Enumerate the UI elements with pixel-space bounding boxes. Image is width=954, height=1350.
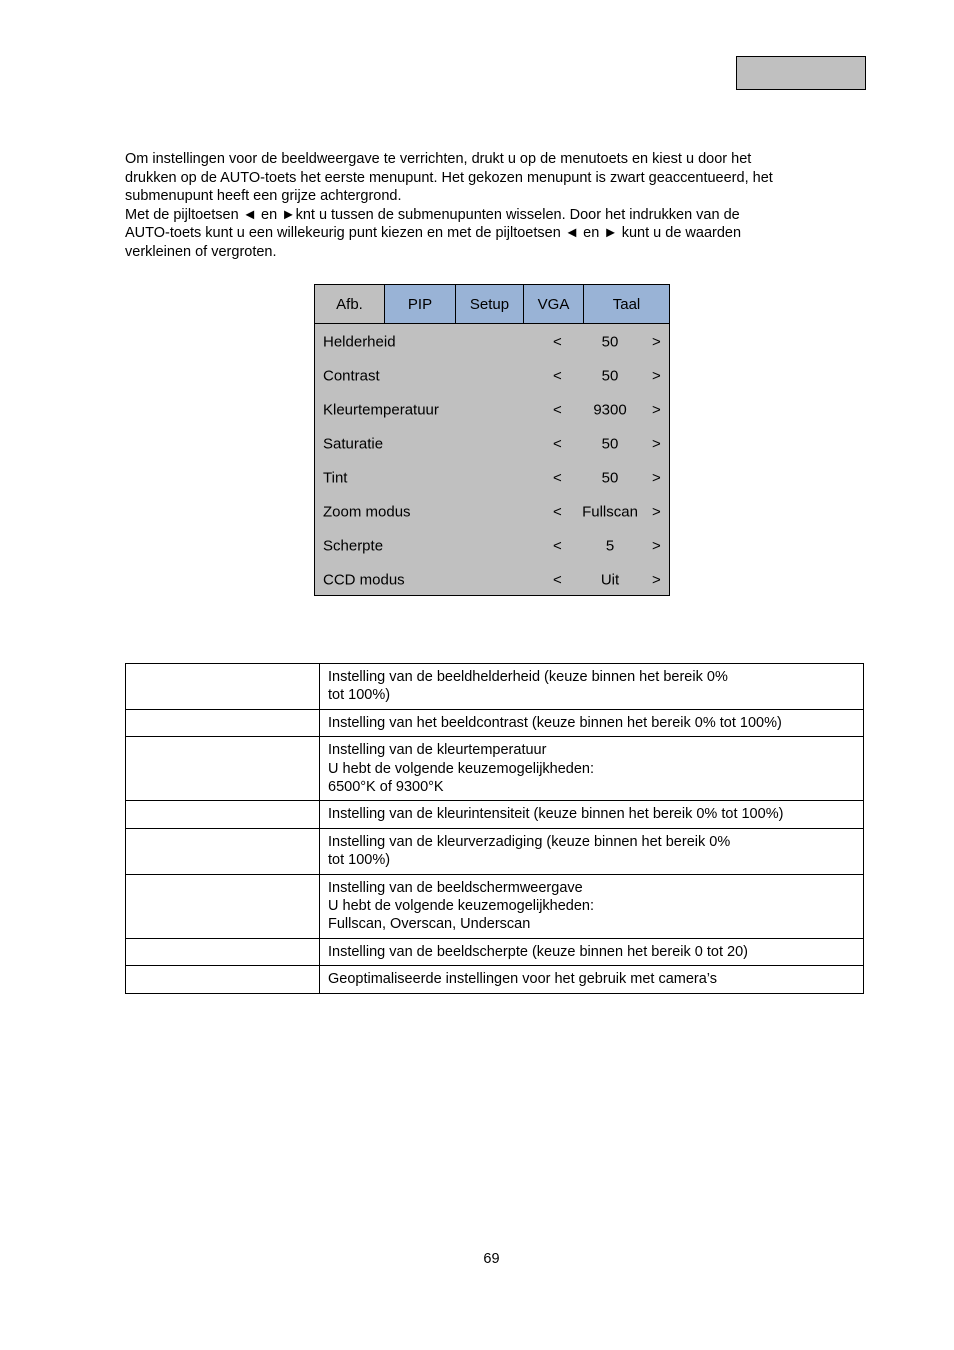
description-line: Fullscan, Overscan, Underscan <box>328 916 531 933</box>
osd-row-helderheid[interactable] <box>315 325 669 359</box>
description-line: Instelling van de beeldhelderheid (keuze binnen het bereik 0% <box>328 669 728 685</box>
decrease-arrow[interactable]: < <box>553 367 562 385</box>
setting-name-cell <box>126 874 320 938</box>
description-line: 6500°K of 9300°K <box>328 779 444 796</box>
increase-arrow[interactable]: > <box>652 469 661 487</box>
setting-name-cell <box>126 709 320 736</box>
setting-description-cell <box>320 938 864 965</box>
decrease-arrow[interactable]: < <box>553 503 562 521</box>
osd-row-value: Uit <box>600 571 620 589</box>
osd-row-label: Contrast <box>323 367 380 385</box>
osd-tab-afb[interactable]: Afb. <box>315 285 385 323</box>
description-line: tot 100%) <box>328 687 391 704</box>
osd-tab-pip[interactable]: PIP <box>385 285 456 323</box>
decrease-arrow[interactable]: < <box>553 435 562 453</box>
increase-arrow[interactable]: > <box>652 401 661 419</box>
description-line: Geoptimaliseerde instellingen voor het gebruik met camera’s <box>328 971 718 988</box>
setting-description-cell <box>320 966 864 993</box>
osd-tab-taal[interactable]: Taal <box>584 285 669 323</box>
table-row <box>126 966 864 993</box>
table-row <box>126 801 864 828</box>
osd-row-label: Kleurtemperatuur <box>323 401 439 419</box>
table-row <box>126 709 864 736</box>
osd-row-saturatie[interactable] <box>315 427 669 461</box>
osd-row-label: Saturatie <box>323 435 384 453</box>
setting-name-cell <box>126 938 320 965</box>
decrease-arrow[interactable]: < <box>553 571 562 589</box>
osd-row-contrast[interactable] <box>315 359 669 393</box>
increase-arrow[interactable]: > <box>652 571 661 589</box>
osd-tab-vga[interactable]: VGA <box>524 285 584 323</box>
description-line: tot 100%) <box>328 852 391 869</box>
decrease-arrow[interactable]: < <box>553 401 562 419</box>
setting-name-cell <box>126 664 320 710</box>
intro-line: AUTO-toets kunt u een willekeurig punt kiezen en met de pijltoetsen ◄ en ► kunt u de waarden <box>125 225 742 242</box>
description-line: Instelling van de kleurintensiteit (keuze binnen het bereik 0% tot 100%) <box>328 806 784 823</box>
description-line: Instelling van de beeldschermweergave <box>328 879 583 896</box>
table-row <box>126 737 864 801</box>
osd-row-value: 9300 <box>593 401 627 419</box>
description-line: U hebt de volgende keuzemogelijkheden: <box>328 898 595 915</box>
description-line: U hebt de volgende keuzemogelijkheden: <box>328 760 595 777</box>
osd-row-value: 50 <box>601 333 619 351</box>
decrease-arrow[interactable]: < <box>553 333 562 351</box>
intro-line: Met de pijltoetsen ◄ en ►knt u tussen de submenupunten wisselen. Door het indrukken van de <box>125 206 740 223</box>
table-row <box>126 664 864 710</box>
description-line: Instelling van de kleurtemperatuur <box>328 742 547 759</box>
osd-row-value: 5 <box>605 537 615 555</box>
decrease-arrow[interactable]: < <box>553 537 562 555</box>
osd-row-label: Zoom modus <box>323 503 411 521</box>
osd-row-label: CCD modus <box>323 571 405 589</box>
osd-row-value: 50 <box>601 435 619 453</box>
setting-name-cell <box>126 966 320 993</box>
increase-arrow[interactable]: > <box>652 367 661 385</box>
page-number: 69 <box>483 1251 500 1267</box>
decrease-arrow[interactable]: < <box>553 469 562 487</box>
settings-description-table <box>125 663 864 994</box>
increase-arrow[interactable]: > <box>652 503 661 521</box>
setting-description-cell <box>320 828 864 874</box>
osd-row-kleurtemperatuur[interactable] <box>315 393 669 427</box>
intro-line: drukken op de AUTO-toets het eerste menupunt. Het gekozen menupunt is zwart geaccentueerd, het <box>125 169 773 186</box>
table-row <box>126 874 864 938</box>
osd-row-label: Tint <box>323 469 348 487</box>
table-row <box>126 938 864 965</box>
setting-name-cell <box>126 828 320 874</box>
osd-row-value: 50 <box>601 469 619 487</box>
setting-description-cell <box>320 874 864 938</box>
osd-tab-bar <box>315 285 669 324</box>
osd-row-tint[interactable] <box>315 461 669 495</box>
header-gray-box <box>736 56 866 90</box>
osd-row-zoom-modus[interactable] <box>315 495 669 529</box>
increase-arrow[interactable]: > <box>652 435 661 453</box>
description-line: Instelling van de kleurverzadiging (keuze binnen het bereik 0% <box>328 833 731 850</box>
table-row <box>126 828 864 874</box>
intro-line: submenupunt heeft een grijze achtergrond. <box>125 188 402 205</box>
setting-description-cell <box>320 664 864 710</box>
osd-row-label: Helderheid <box>323 333 396 351</box>
increase-arrow[interactable]: > <box>652 333 661 351</box>
osd-row-value: 50 <box>601 367 619 385</box>
osd-rows <box>315 324 669 597</box>
osd-row-ccd-modus[interactable] <box>315 563 669 597</box>
setting-description-cell <box>320 737 864 801</box>
osd-row-value: Fullscan <box>582 503 638 521</box>
setting-name-cell <box>126 737 320 801</box>
intro-text <box>125 150 855 262</box>
setting-description-cell <box>320 801 864 828</box>
description-line: Instelling van de beeldscherpte (keuze binnen het bereik 0 tot 20) <box>328 943 748 960</box>
setting-description-cell <box>320 709 864 736</box>
osd-row-scherpte[interactable] <box>315 529 669 563</box>
osd-menu <box>314 284 670 596</box>
increase-arrow[interactable]: > <box>652 537 661 555</box>
osd-row-label: Scherpte <box>323 537 384 555</box>
osd-tab-setup[interactable]: Setup <box>456 285 524 323</box>
intro-line: Om instellingen voor de beeldweergave te verrichten, drukt u op de menutoets en kiest u door het <box>125 151 752 167</box>
intro-line: verkleinen of vergroten. <box>125 243 277 260</box>
description-line: Instelling van het beeldcontrast (keuze binnen het bereik 0% tot 100%) <box>328 714 782 731</box>
setting-name-cell <box>126 801 320 828</box>
